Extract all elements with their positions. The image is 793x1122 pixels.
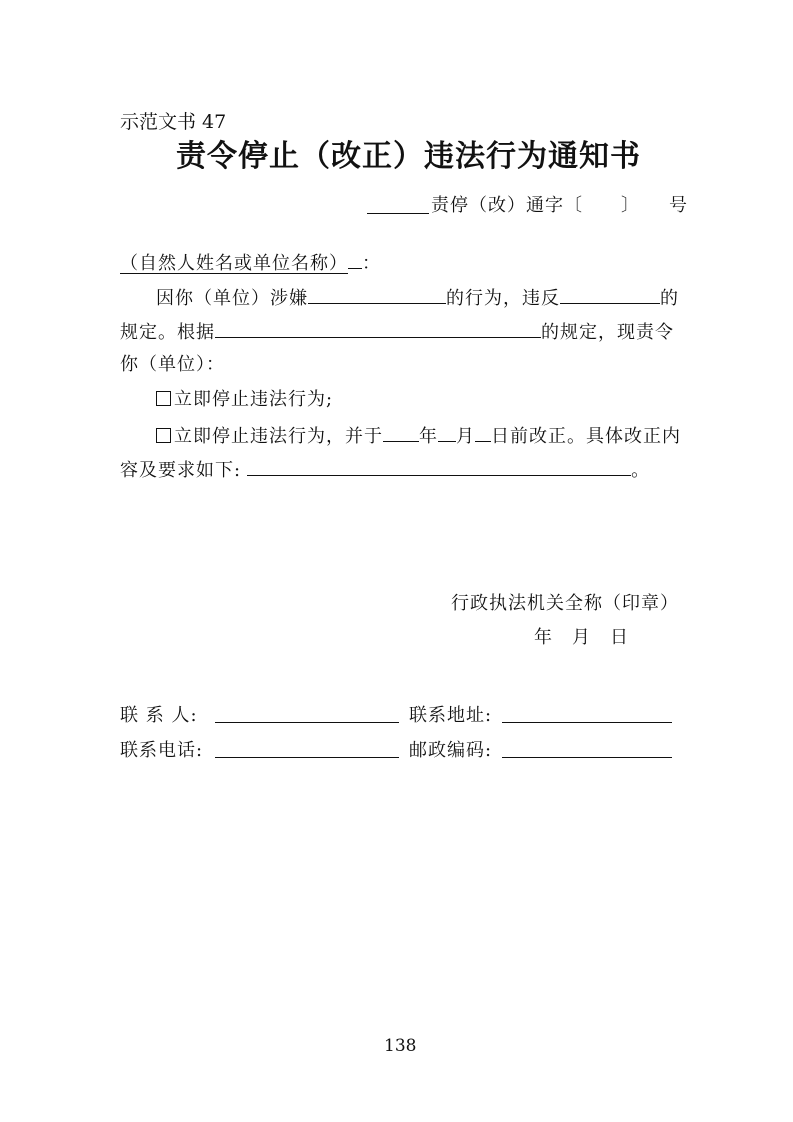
paragraph-line-2: 规定。根据 的规定，现责令	[120, 319, 674, 345]
postal-code-label: 邮政编码:	[409, 740, 493, 761]
contact-address-label: 联系地址:	[409, 705, 493, 726]
paragraph-line-3: 你（单位）：	[120, 354, 225, 375]
document-label: 示范文书 47	[120, 111, 227, 133]
option-stop-and-correct: 立即停止违法行为，并于 年 月 日前改正。具体改正内	[156, 423, 681, 449]
deadline-month-blank[interactable]	[438, 423, 456, 442]
document-title: 责令停止（改正）违法行为通知书	[176, 139, 641, 174]
contact-phone-label: 联系电话:	[120, 740, 204, 761]
addressee-colon: ：	[362, 253, 381, 274]
page-number: 138	[384, 1036, 417, 1056]
paragraph-line-4: 容及要求如下: 。	[120, 457, 650, 483]
violated-law-blank[interactable]	[560, 285, 660, 304]
addressee-line	[120, 250, 381, 276]
legal-basis-blank[interactable]	[215, 319, 541, 338]
contact-person-field[interactable]	[215, 722, 399, 723]
contact-address-field[interactable]	[502, 722, 672, 723]
violation-behavior-blank[interactable]	[308, 285, 446, 304]
contact-phone-field[interactable]	[215, 757, 399, 758]
number-prefix-blank[interactable]	[367, 213, 429, 214]
addressee-placeholder[interactable]: （自然人姓名或单位名称）	[120, 253, 348, 274]
authority-name: 行政执法机关全称（印章）	[451, 593, 679, 614]
paragraph-line-1: 因你（单位）涉嫌 的行为，违反 的	[156, 285, 679, 311]
contact-person-label: 联 系 人:	[120, 705, 198, 726]
option2-checkbox[interactable]	[156, 428, 171, 443]
issue-date: 年 月 日	[534, 627, 629, 648]
postal-code-field[interactable]	[502, 757, 672, 758]
document-number-line: 责停（改）通字〔 〕 号	[431, 195, 688, 216]
requirements-blank[interactable]	[247, 457, 631, 476]
deadline-year-blank[interactable]	[383, 423, 419, 442]
option1-checkbox[interactable]	[156, 391, 171, 406]
deadline-day-blank[interactable]	[475, 423, 491, 442]
option-stop-violation: 立即停止违法行为;	[156, 388, 333, 412]
